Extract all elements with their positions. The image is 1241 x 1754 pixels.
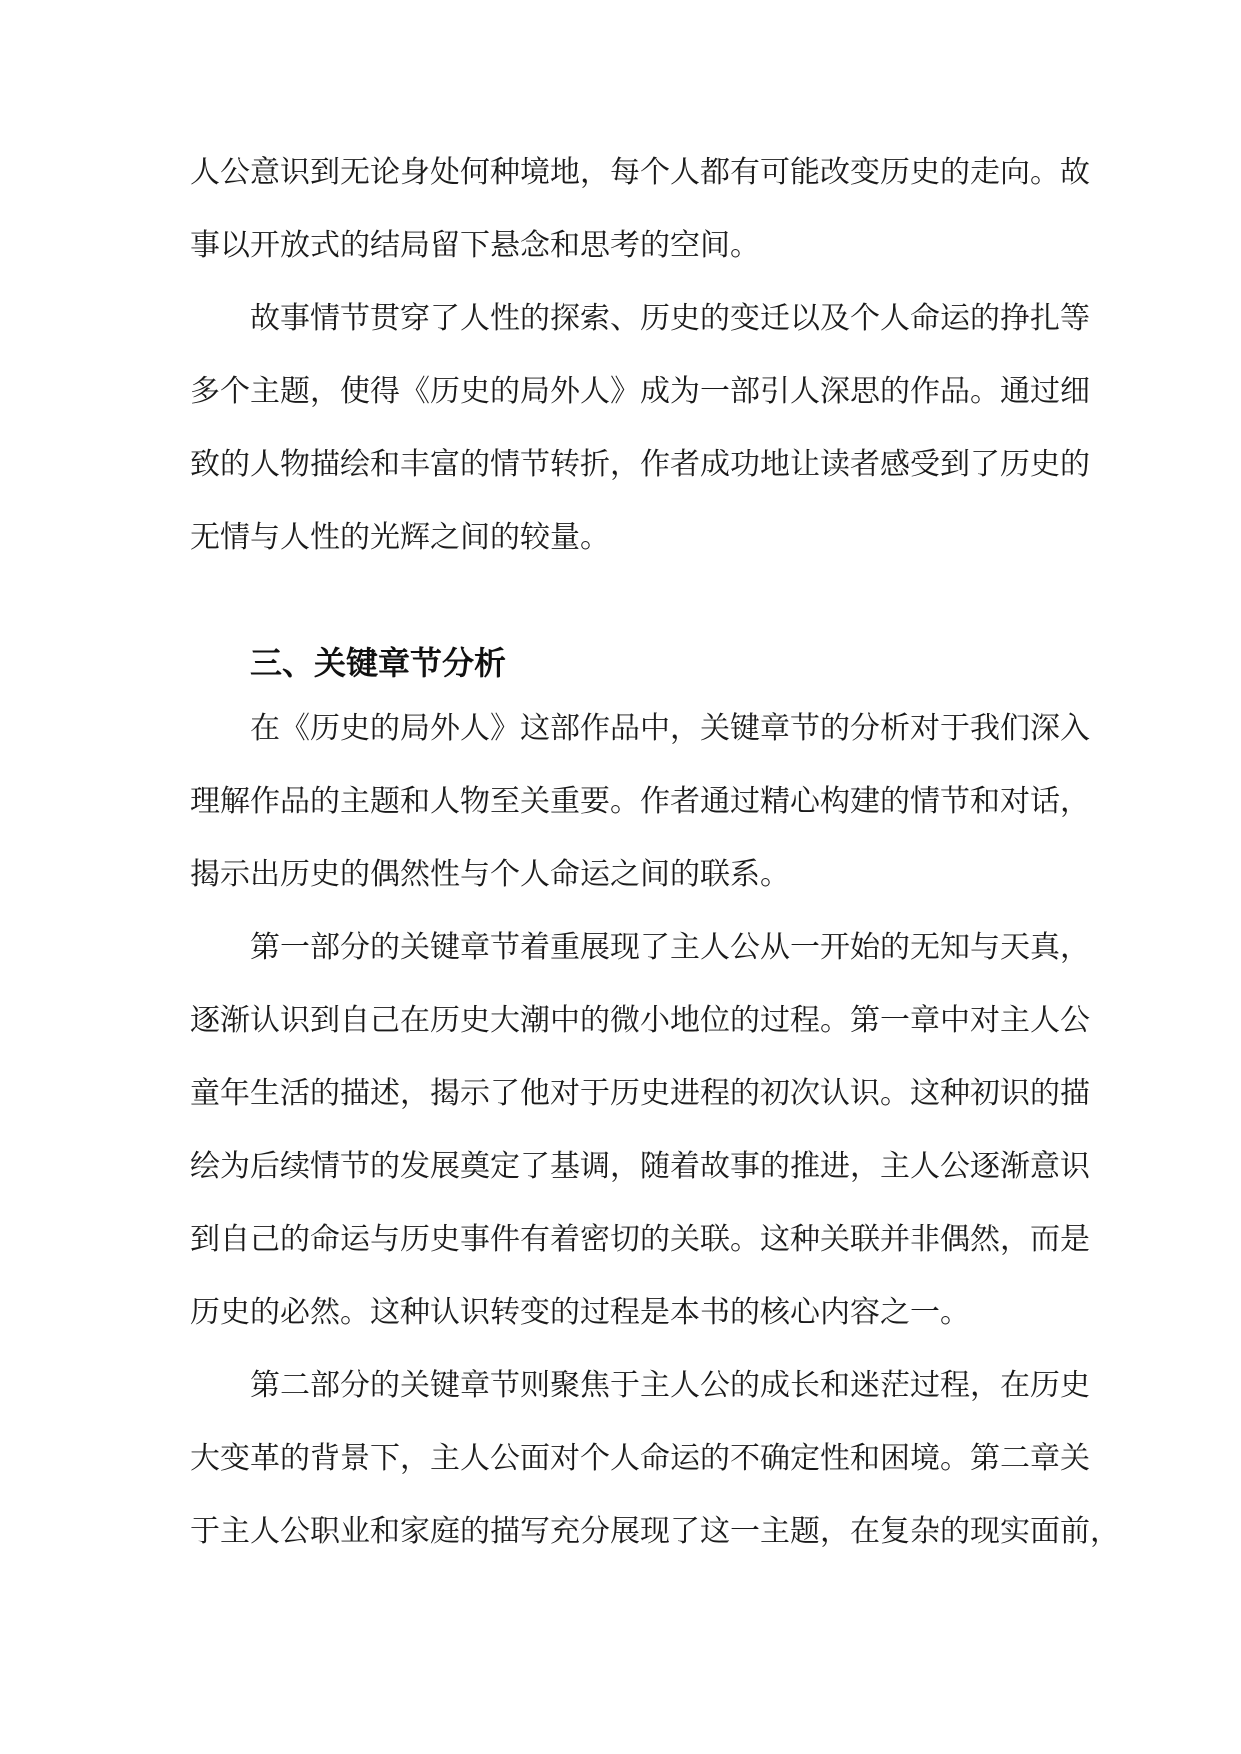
paragraph xyxy=(190,286,1090,578)
text-line: 第一部分的关键章节着重展现了主人公从一开始的无知与天真， xyxy=(250,930,1090,965)
text-line: 无情与人性的光辉之间的较量。 xyxy=(190,520,610,555)
text-line: 到自己的命运与历史事件有着密切的关联。这种关联并非偶然，而是 xyxy=(190,1222,1090,1257)
text-line: 在《历史的局外人》这部作品中，关键章节的分析对于我们深入 xyxy=(250,711,1090,746)
paragraph xyxy=(190,1353,1120,1572)
text-line: 理解作品的主题和人物至关重要。作者通过精心构建的情节和对话， xyxy=(190,784,1090,819)
text-line: 事以开放式的结局留下悬念和思考的空间。 xyxy=(190,228,760,263)
paragraph xyxy=(190,140,1090,286)
document-body xyxy=(190,140,1120,1572)
text-line: 大变革的背景下，主人公面对个人命运的不确定性和困境。第二章关 xyxy=(190,1441,1090,1476)
section-heading: 三、关键章节分析 xyxy=(250,644,507,682)
text-line: 于主人公职业和家庭的描写充分展现了这一主题，在复杂的现实面前， xyxy=(190,1514,1120,1549)
text-line: 揭示出历史的偶然性与个人命运之间的联系。 xyxy=(190,857,790,892)
text-line: 多个主题，使得《历史的局外人》成为一部引人深思的作品。通过细 xyxy=(190,374,1090,409)
paragraphs-after-heading xyxy=(190,696,1120,1572)
text-line: 第二部分的关键章节则聚焦于主人公的成长和迷茫过程，在历史 xyxy=(250,1368,1090,1403)
text-line: 历史的必然。这种认识转变的过程是本书的核心内容之一。 xyxy=(190,1295,970,1330)
text-line: 致的人物描绘和丰富的情节转折，作者成功地让读者感受到了历史的 xyxy=(190,447,1090,482)
paragraph xyxy=(190,696,1090,915)
paragraphs-before-heading xyxy=(190,140,1090,578)
text-line: 逐渐认识到自己在历史大潮中的微小地位的过程。第一章中对主人公 xyxy=(190,1003,1090,1038)
text-line: 故事情节贯穿了人性的探索、历史的变迁以及个人命运的挣扎等 xyxy=(250,301,1090,336)
text-line: 绘为后续情节的发展奠定了基调，随着故事的推进，主人公逐渐意识 xyxy=(190,1149,1090,1184)
paragraph xyxy=(190,915,1090,1353)
text-line: 童年生活的描述，揭示了他对于历史进程的初次认识。这种初识的描 xyxy=(190,1076,1090,1111)
text-line: 人公意识到无论身处何种境地，每个人都有可能改变历史的走向。故 xyxy=(190,155,1090,190)
